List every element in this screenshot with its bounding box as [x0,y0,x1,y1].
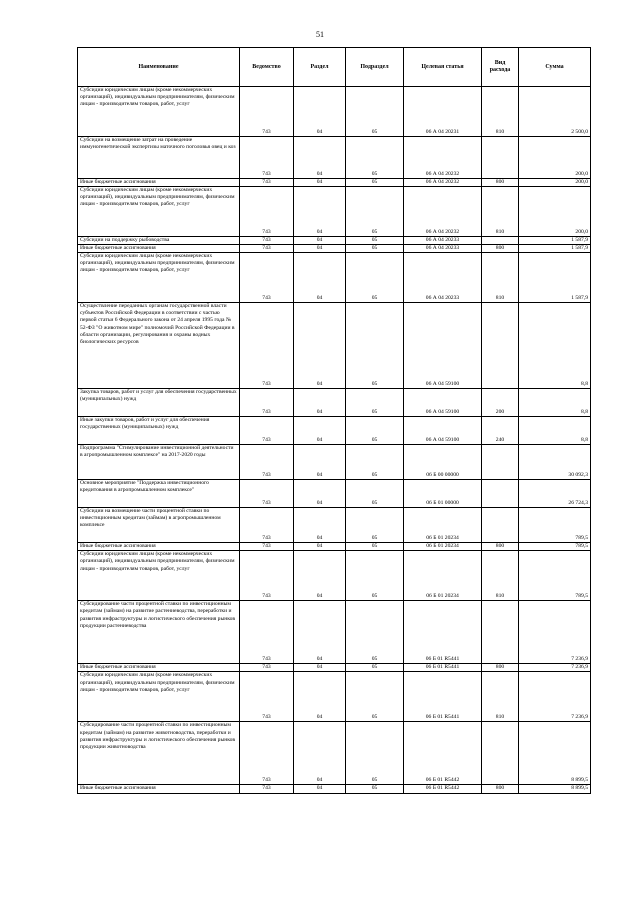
row-cs: 06 Б 01 20234 [404,543,482,551]
row-razdel: 04 [294,187,346,237]
row-vr: 810 [482,551,519,601]
row-vr: 810 [482,253,519,303]
row-vr [482,303,519,389]
row-podrazdel: 05 [346,417,404,445]
row-vr [482,601,519,664]
row-vr: 200 [482,389,519,417]
row-sum: 26 724,3 [519,480,591,508]
table-row [78,722,591,785]
row-sum: 7 236,9 [519,601,591,664]
row-cs: 06 Б 01 R5441 [404,664,482,672]
row-vr [482,480,519,508]
row-vr [482,237,519,245]
row-sum: 8,8 [519,389,591,417]
row-vr: 800 [482,664,519,672]
table-row [78,445,591,480]
row-vr [482,722,519,785]
table-row [78,672,591,722]
header-podrazdel: Подраздел [346,48,404,87]
row-sum: 30 092,3 [519,445,591,480]
row-razdel: 04 [294,480,346,508]
table-row [78,187,591,237]
row-cs: 06 Б 01 R5441 [404,601,482,664]
row-name: Субсидии юридическим лицам (кроме некоммерческих организаций), индивидуальным предпринимателям, физическим лицам - производителям товаров, работ, услуг [78,253,240,303]
row-name: Иные бюджетные ассигнования [78,664,240,672]
row-sum: 7 236,9 [519,664,591,672]
row-podrazdel: 05 [346,253,404,303]
row-razdel: 04 [294,417,346,445]
row-cs: 06 А 04 20233 [404,237,482,245]
row-cs: 06 Б 01 R5442 [404,722,482,785]
row-name: Субсидирование части процентной ставки по инвестиционным кредитам (займам) на развитие животноводства, переработки и развития инфраструктуры и логистического обеспечения рынков продукции животноводства [78,722,240,785]
row-sum: 200,0 [519,187,591,237]
row-ved: 743 [240,480,294,508]
row-razdel: 04 [294,664,346,672]
row-name: Субсидии юридическим лицам (кроме некоммерческих организаций), индивидуальным предпринимателям, физическим лицам - производителям товаров, работ, услуг [78,87,240,137]
row-ved: 743 [240,303,294,389]
page-number: 51 [316,30,324,39]
row-cs: 06 А 04 59100 [404,303,482,389]
row-name: Субсидии юридическим лицам (кроме некоммерческих организаций), индивидуальным предпринимателям, физическим лицам - производителям товаров, работ, услуг [78,551,240,601]
row-ved: 743 [240,601,294,664]
table-row [78,179,591,187]
row-podrazdel: 05 [346,601,404,664]
table-row [78,480,591,508]
row-razdel: 04 [294,245,346,253]
row-ved: 743 [240,508,294,543]
row-vr [482,137,519,179]
table-row [78,87,591,137]
row-cs: 06 Б 01 R5442 [404,785,482,793]
row-cs: 06 Б 01 00000 [404,480,482,508]
row-ved: 743 [240,389,294,417]
table-row [78,551,591,601]
table-row [78,237,591,245]
row-name: Иные закупки товаров, работ и услуг для обеспечения государственных (муниципальных) нужд [78,417,240,445]
row-ved: 743 [240,664,294,672]
row-ved: 743 [240,237,294,245]
row-sum: 8 899,5 [519,785,591,793]
table-row [78,508,591,543]
row-razdel: 04 [294,253,346,303]
row-podrazdel: 05 [346,664,404,672]
row-vr: 800 [482,785,519,793]
table-row [78,253,591,303]
row-name: Подпрограмма "Стимулирование инвестиционной деятельности в агропромышленном комплексе" на 2017-2020 годы [78,445,240,480]
row-podrazdel: 05 [346,87,404,137]
header-row [78,48,591,87]
row-name: Субсидии на возмещение затрат на проведение иммуногенетической экспертизы маточного поголовья овец и коз [78,137,240,179]
row-ved: 743 [240,245,294,253]
row-ved: 743 [240,87,294,137]
row-sum: 789,5 [519,543,591,551]
row-razdel: 04 [294,601,346,664]
header-ved: Ведомство [240,48,294,87]
table-row [78,601,591,664]
row-cs: 06 А 04 59100 [404,389,482,417]
row-razdel: 04 [294,303,346,389]
row-vr: 810 [482,187,519,237]
row-name: Иные бюджетные ассигнования [78,543,240,551]
row-name: Субсидии юридическим лицам (кроме некоммерческих организаций), индивидуальным предпринимателям, физическим лицам - производителям товаров, работ, услуг [78,672,240,722]
row-cs: 06 А 04 20232 [404,137,482,179]
header-name: Наименование [78,48,240,87]
row-razdel: 04 [294,508,346,543]
table-row [78,303,591,389]
row-ved: 743 [240,137,294,179]
row-ved: 743 [240,179,294,187]
row-vr: 800 [482,179,519,187]
row-ved: 743 [240,722,294,785]
row-ved: 743 [240,543,294,551]
row-podrazdel: 05 [346,245,404,253]
row-cs: 06 А 04 20231 [404,87,482,137]
table-row [78,785,591,793]
row-vr: 800 [482,543,519,551]
row-name: Субсидии юридическим лицам (кроме некоммерческих организаций), индивидуальным предпринимателям, физическим лицам - производителям товаров, работ, услуг [78,187,240,237]
row-sum: 200,0 [519,179,591,187]
row-razdel: 04 [294,87,346,137]
row-name: Субсидии на возмещение части процентной ставки по инвестиционным кредитам (займам) в агропромышленном комплексе [78,508,240,543]
row-razdel: 04 [294,672,346,722]
row-cs: 06 А 04 20232 [404,187,482,237]
row-ved: 743 [240,445,294,480]
row-podrazdel: 05 [346,137,404,179]
row-sum: 789,5 [519,551,591,601]
row-cs: 06 Б 01 20234 [404,508,482,543]
row-razdel: 04 [294,785,346,793]
table-row [78,417,591,445]
row-name: Иные бюджетные ассигнования [78,179,240,187]
row-podrazdel: 05 [346,237,404,245]
row-sum: 1 587,9 [519,237,591,245]
row-podrazdel: 05 [346,543,404,551]
table-row [78,389,591,417]
row-sum: 2 500,0 [519,87,591,137]
row-podrazdel: 05 [346,480,404,508]
row-razdel: 04 [294,722,346,785]
header-cs: Целевая статья [404,48,482,87]
row-podrazdel: 05 [346,785,404,793]
row-name: Иные бюджетные ассигнования [78,785,240,793]
row-razdel: 04 [294,237,346,245]
row-sum: 8 899,5 [519,722,591,785]
row-podrazdel: 05 [346,303,404,389]
row-podrazdel: 05 [346,551,404,601]
row-vr [482,508,519,543]
row-razdel: 04 [294,445,346,480]
table-row [78,137,591,179]
row-name: Закупка товаров, работ и услуг для обеспечения государственных (муниципальных) нужд [78,389,240,417]
header-vr: Вид расхода [482,48,519,87]
row-podrazdel: 05 [346,187,404,237]
row-podrazdel: 05 [346,672,404,722]
row-sum: 7 236,9 [519,672,591,722]
row-sum: 8,8 [519,417,591,445]
row-cs: 06 Б 01 20234 [404,551,482,601]
row-razdel: 04 [294,389,346,417]
row-vr: 810 [482,672,519,722]
row-razdel: 04 [294,179,346,187]
row-name: Субсидирование части процентной ставки по инвестиционным кредитам (займам) на развитие растениеводства, переработки и развития инфраструктуры и логистического обеспечения рынков продукции растениеводства [78,601,240,664]
header-sum: Сумма [519,48,591,87]
row-vr [482,445,519,480]
row-name: Субсидии на поддержку рыбоводства [78,237,240,245]
row-name: Иные бюджетные ассигнования [78,245,240,253]
row-cs: 06 А 04 20233 [404,253,482,303]
row-ved: 743 [240,187,294,237]
budget-table [77,47,591,794]
row-razdel: 04 [294,551,346,601]
row-cs: 06 А 04 20233 [404,245,482,253]
row-vr: 810 [482,87,519,137]
row-vr: 240 [482,417,519,445]
row-sum: 200,0 [519,137,591,179]
row-ved: 743 [240,551,294,601]
row-sum: 1 587,9 [519,253,591,303]
row-sum: 1 587,9 [519,245,591,253]
table-row [78,664,591,672]
row-vr: 800 [482,245,519,253]
row-podrazdel: 05 [346,389,404,417]
table-row [78,245,591,253]
row-podrazdel: 05 [346,722,404,785]
row-razdel: 04 [294,543,346,551]
row-cs: 06 А 04 59100 [404,417,482,445]
row-ved: 743 [240,253,294,303]
row-podrazdel: 05 [346,179,404,187]
row-ved: 743 [240,672,294,722]
row-razdel: 04 [294,137,346,179]
row-sum: 8,8 [519,303,591,389]
row-sum: 789,5 [519,508,591,543]
row-cs: 06 Б 01 R5441 [404,672,482,722]
row-cs: 06 Б 00 00000 [404,445,482,480]
row-name: Осуществление переданных органам государственной власти субъектов Российской Федерации в соответствии с частью первой статьи 6 Федерального закона от 24 апреля 1995 года № 52-ФЗ "О животном мире" полномочий Российской Федерации в области организации, регулирования и охраны водных биологических ресурсов [78,303,240,389]
row-podrazdel: 05 [346,508,404,543]
row-name: Основное мероприятие "Поддержка инвестиционного кредитования в агропромышленном комплексе" [78,480,240,508]
row-ved: 743 [240,785,294,793]
row-podrazdel: 05 [346,445,404,480]
row-ved: 743 [240,417,294,445]
table-row [78,543,591,551]
header-razdel: Раздел [294,48,346,87]
row-cs: 06 А 04 20232 [404,179,482,187]
